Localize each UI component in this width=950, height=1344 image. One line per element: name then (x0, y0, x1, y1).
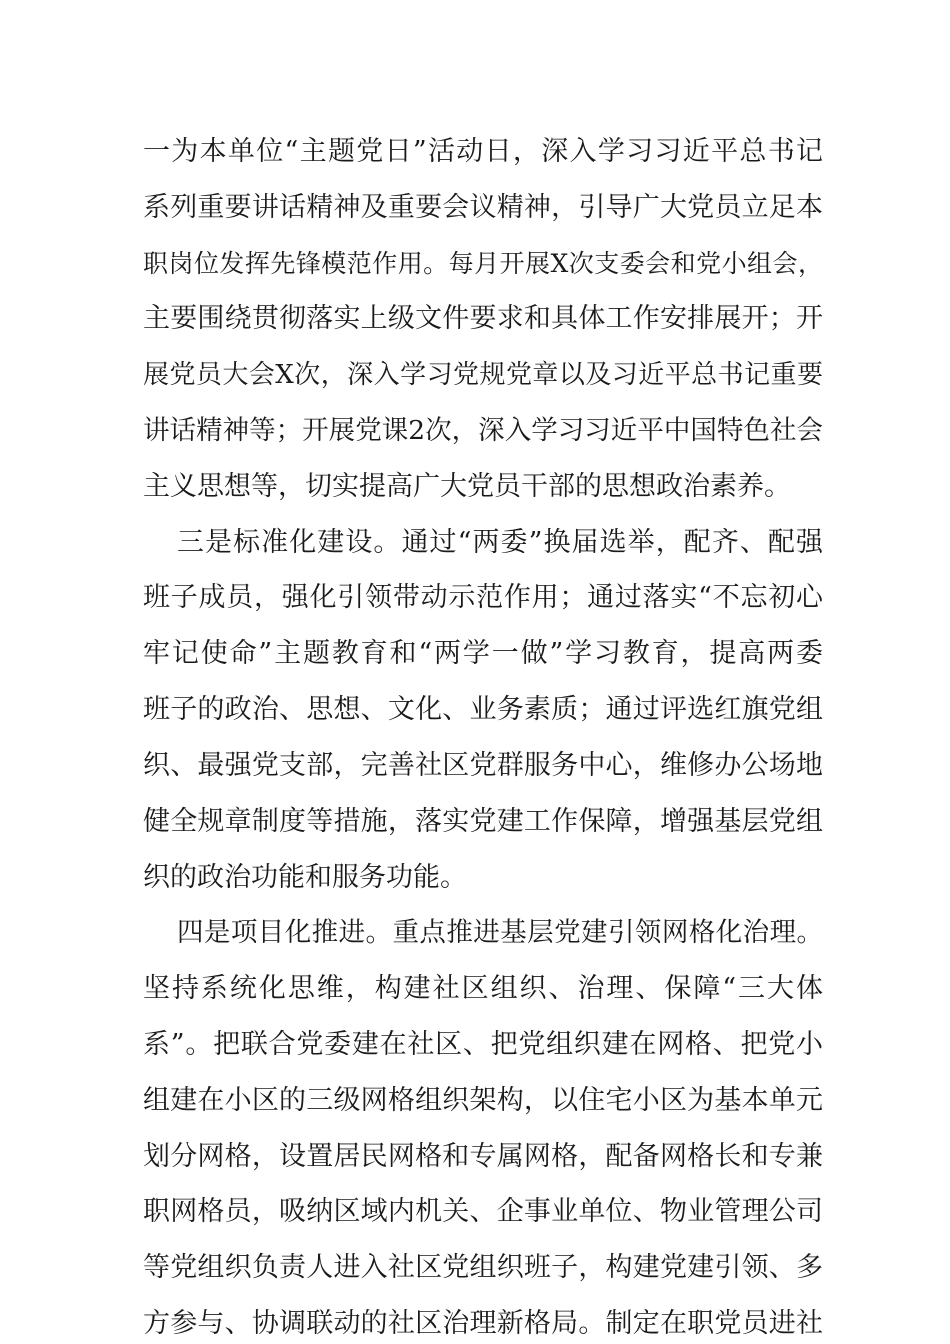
text-line-9: 班子成员，强化引领带动示范作用；通过落实“不忘初心 (143, 582, 823, 614)
text-line-11: 班子的政治、思想、文化、业务素质；通过评选红旗党组 (143, 694, 823, 726)
text-line-20: 职网格员，吸纳区域内机关、企事业单位、物业管理公司 (143, 1196, 823, 1228)
text-line-16: 坚持系统化思维，构建社区组织、治理、保障“三大体 (143, 973, 823, 1005)
text-line-19: 划分网格，设置居民网格和专属网格，配备网格长和专兼 (143, 1140, 823, 1172)
paragraph-4-first-line: 四是项目化推进。重点推进基层党建引领网格化治理。 (177, 917, 823, 949)
text-line-13: 健全规章制度等措施，落实党建工作保障，增强基层党组 (143, 805, 823, 837)
text-line-14: 织的政治功能和服务功能。 (143, 861, 467, 893)
text-line-17: 系”。把联合党委建在社区、把党组织建在网格、把党小 (143, 1028, 823, 1060)
text-line-22: 方参与、协调联动的社区治理新格局。制定在职党员进社 (143, 1308, 823, 1339)
text-line-7: 主义思想等，切实提高广大党员干部的思想政治素养。 (143, 470, 791, 502)
text-line-18: 组建在小区的三级网格组织架构，以住宅小区为基本单元 (143, 1084, 823, 1116)
text-line-1: 一为本单位“主题党日”活动日，深入学习习近平总书记 (143, 136, 823, 167)
paragraph-3-first-line: 三是标准化建设。通过“两委”换届选举，配齐、配强 (177, 526, 823, 558)
text-line-6: 讲话精神等；开展党课2次，深入学习习近平中国特色社会 (143, 415, 823, 447)
text-line-3: 职岗位发挥先锋模范作用。每月开展X次支委会和党小组会， (143, 248, 823, 278)
text-line-5: 展党员大会X次，深入学习党规党章以及习近平总书记重要 (143, 360, 823, 391)
text-line-12: 织、最强党支部，完善社区党群服务中心，维修办公场地 (143, 749, 823, 781)
text-line-2: 系列重要讲话精神及重要会议精神，引导广大党员立足本 (143, 191, 823, 223)
text-line-4: 主要围绕贯彻落实上级文件要求和具体工作安排展开；开 (143, 303, 823, 335)
text-line-21: 等党组织负责人进入社区党组织班子，构建党建引领、多 (143, 1252, 823, 1284)
text-line-10: 牢记使命”主题教育和“两学一做”学习教育，提高两委 (143, 638, 823, 670)
